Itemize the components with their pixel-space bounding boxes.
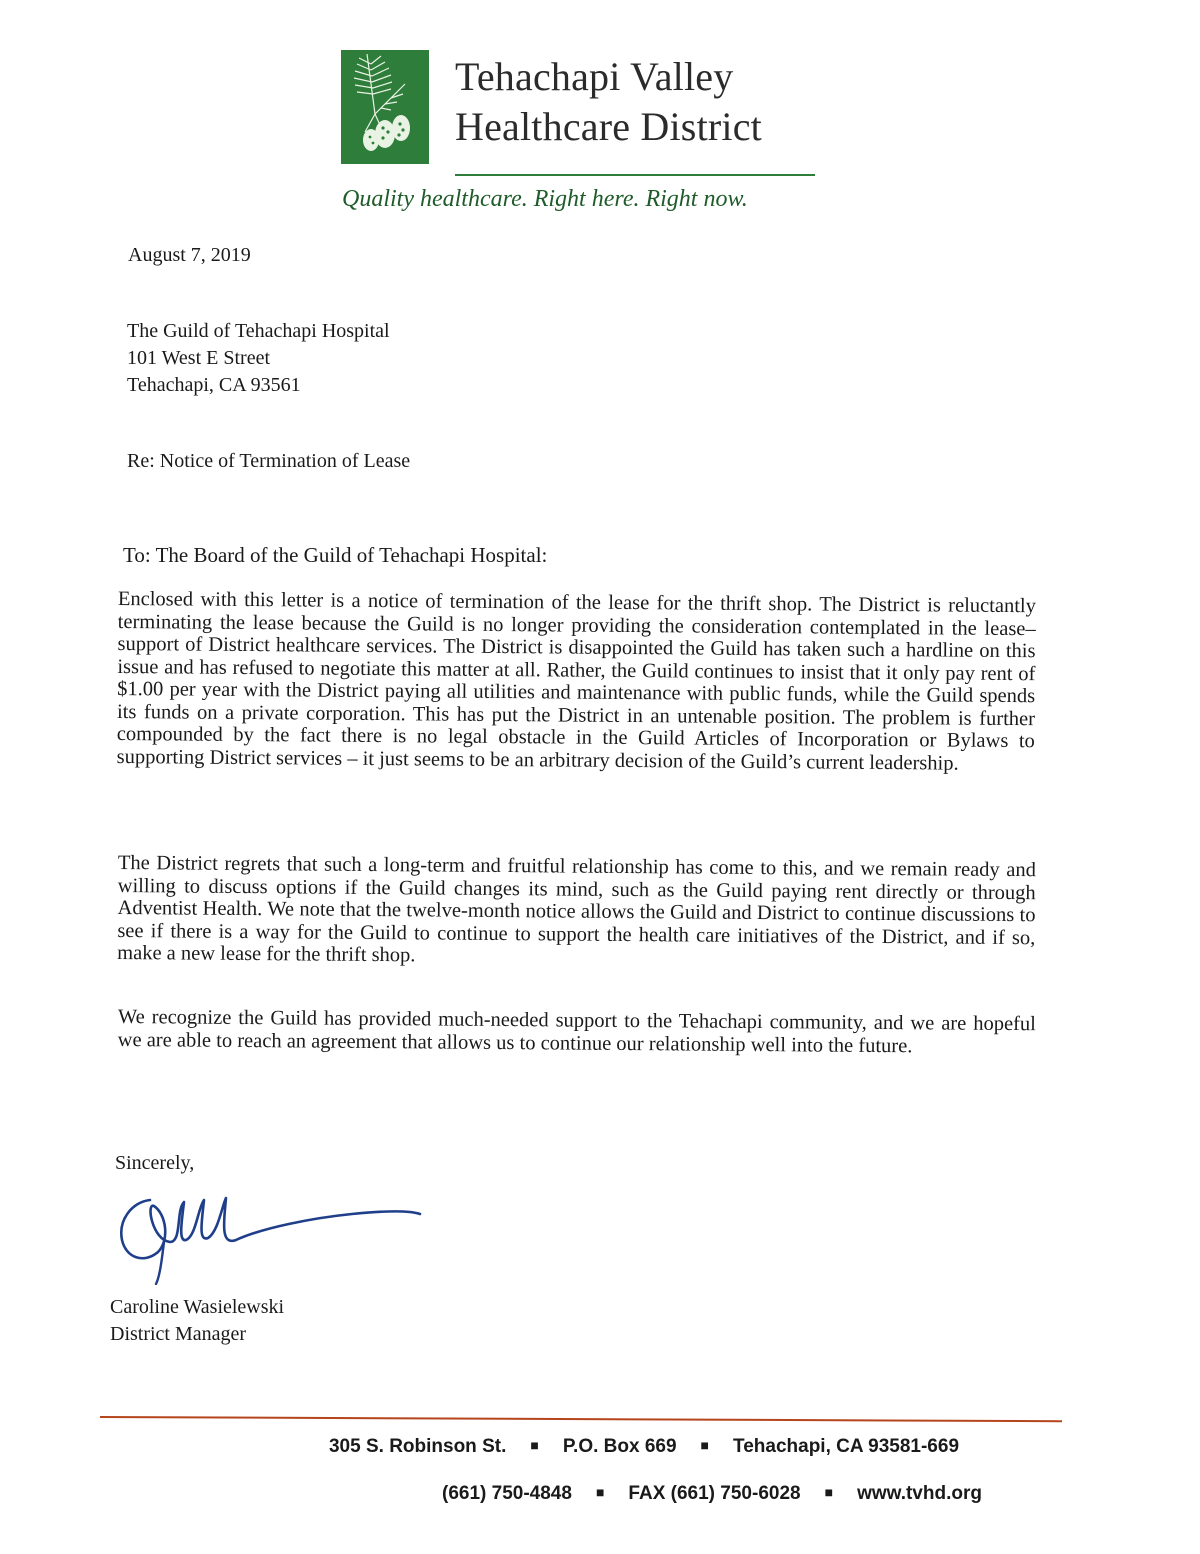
body-paragraph-1: Enclosed with this letter is a notice of termination of the lease for the thrift shop. The District is reluctantly terminating the lease because the Guild is no longer providing the consideration contemplated in the lease– support of District healthcare services. The District is disappointed the Guild has taken such a hardline on this issue and has refused to negotiate this matter at all. Rather, the Guild continues to insist that it only pay rent of $1.00 per year with the District paying all utilities and maintenance with public funds, while the Guild spends its funds on a private corporation. This has put the District in an untenable position. The problem is further compounded by the fact there is no legal obstacle in the Guild Articles of Incorporation or Bylaws to supporting District services – it just seems to be an arbitrary decision of the Guild’s current leadership. xyxy=(116,588,1036,775)
handwritten-signature xyxy=(112,1180,432,1285)
recipient-line2: 101 West E Street xyxy=(127,347,270,369)
org-name-line2: Healthcare District xyxy=(455,104,762,149)
footer-fax: FAX (661) 750-6028 xyxy=(628,1483,801,1504)
subject-line: Re: Notice of Termination of Lease xyxy=(127,450,411,472)
recipient-line3: Tehachapi, CA 93561 xyxy=(127,374,301,396)
bullet-separator: ■ xyxy=(824,1484,834,1500)
recipient-line1: The Guild of Tehachapi Hospital xyxy=(127,320,390,342)
signer-name: Caroline Wasielewski xyxy=(110,1296,285,1318)
pine-branch-logo-icon xyxy=(341,50,429,164)
bullet-separator: ■ xyxy=(595,1484,605,1500)
footer-rule xyxy=(100,1416,1062,1422)
footer-contact-line xyxy=(0,1483,1200,1505)
body-paragraph-3: We recognize the Guild has provided much-needed support to the Tehachapi community, and we are hopeful we are able to reach an agreement that allows us to continue our relationship well into the future. xyxy=(117,1006,1036,1057)
letter-date: August 7, 2019 xyxy=(128,244,251,266)
footer-website: www.tvhd.org xyxy=(857,1483,982,1504)
salutation: To: The Board of the Guild of Tehachapi Hospital: xyxy=(123,543,548,567)
organization-name xyxy=(455,52,762,152)
body-paragraph-2: The District regrets that such a long-term and fruitful relationship has come to this, and we remain ready and willing to discuss options if the Guild changes its mind, such as the Guild paying rent directly or through Adventist Health. We note that the twelve-month notice allows the Guild and District to continue discussions to see if there is a way for the Guild to continue to support the health care initiatives of the District, and if so, make a new lease for the thrift shop. xyxy=(117,852,1036,967)
tagline: Quality healthcare. Right here. Right now. xyxy=(342,186,748,212)
letterhead-rule xyxy=(455,174,815,176)
footer-street: 305 S. Robinson St. xyxy=(328,1436,507,1457)
footer-city: Tehachapi, CA 93581-669 xyxy=(733,1436,960,1457)
signer-block xyxy=(110,1294,284,1348)
recipient-address xyxy=(127,318,390,399)
footer-phone: (661) 750-4848 xyxy=(442,1483,572,1504)
signer-title: District Manager xyxy=(110,1323,247,1345)
bullet-separator: ■ xyxy=(530,1437,539,1453)
org-name-line1: Tehachapi Valley xyxy=(455,54,734,99)
bullet-separator: ■ xyxy=(700,1437,710,1453)
footer-po-box: P.O. Box 669 xyxy=(562,1436,677,1457)
footer-address-line xyxy=(0,1436,1200,1458)
closing: Sincerely, xyxy=(115,1152,195,1174)
